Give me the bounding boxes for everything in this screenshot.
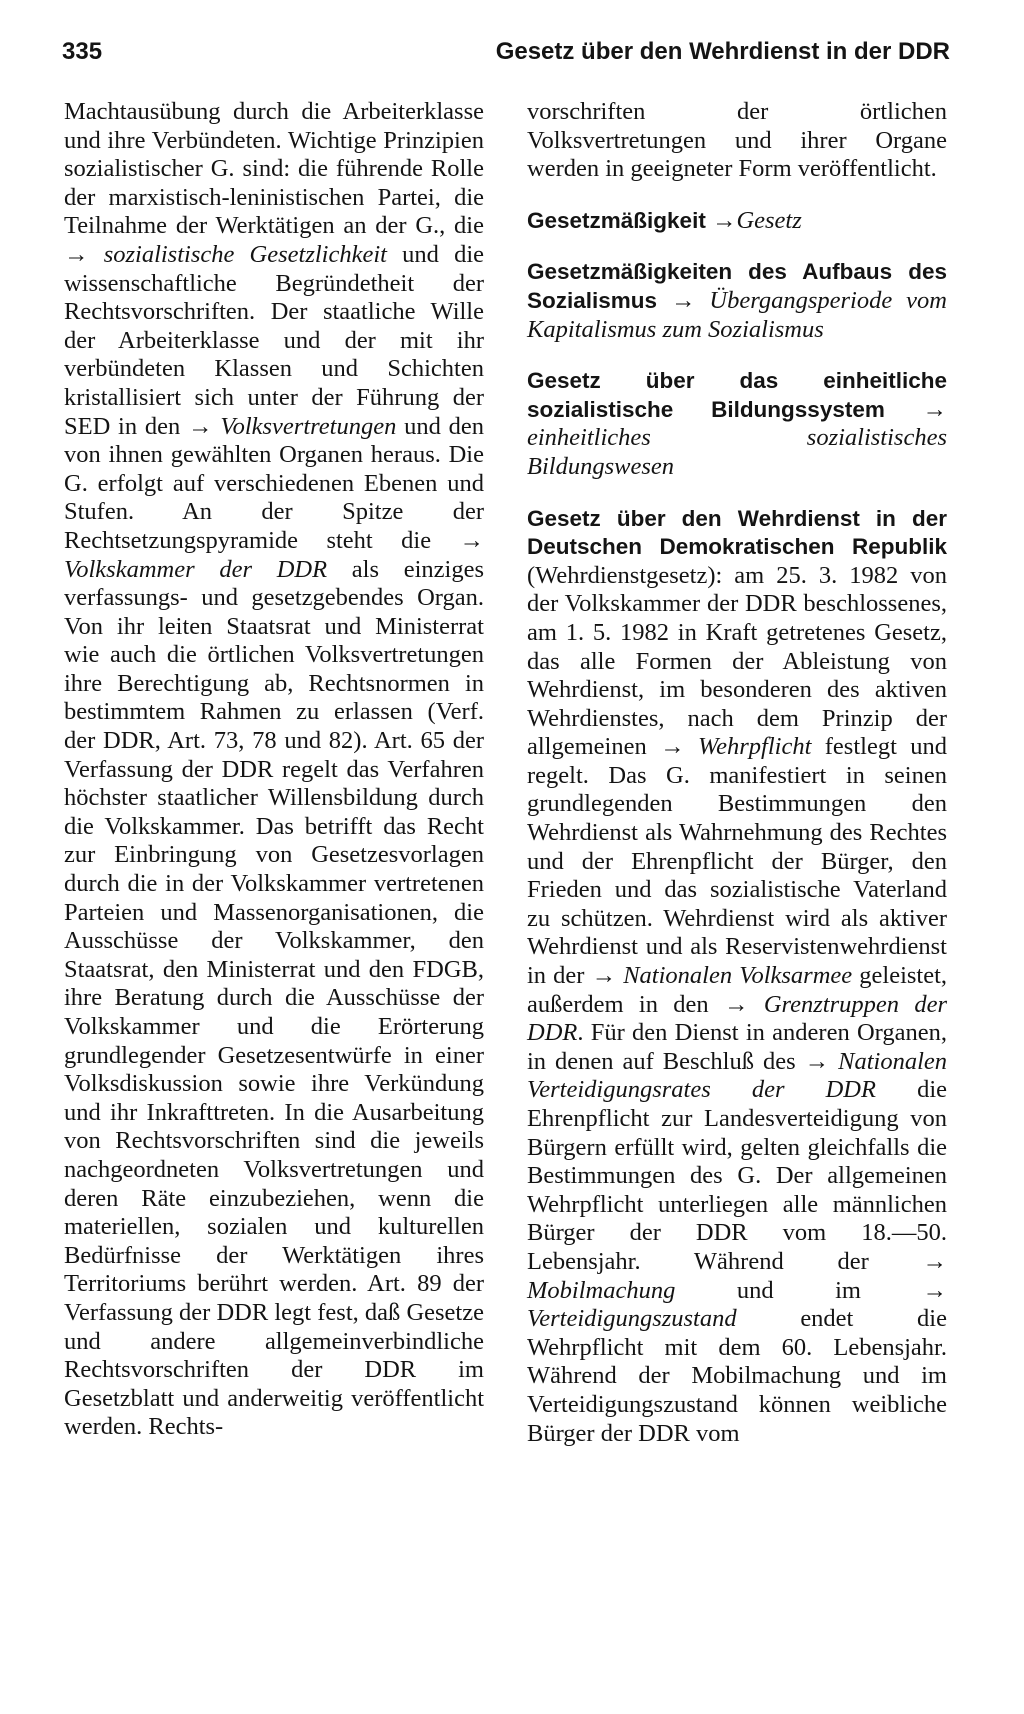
cross-reference-arrow: → xyxy=(660,733,685,761)
running-head: Gesetz über den Wehrdienst in der DDR xyxy=(495,38,950,65)
cross-reference-arrow: → xyxy=(711,206,737,234)
text-segment: geleistet, außerdem in den xyxy=(527,962,948,1018)
cross-reference: Nationalen Volksarmee xyxy=(623,962,853,990)
page-header xyxy=(62,38,950,78)
left-column-text xyxy=(64,98,484,1442)
cross-reference: Grenztruppen der DDR xyxy=(527,990,948,1047)
cross-reference-arrow: → xyxy=(922,1247,947,1275)
cross-reference-arrow: → xyxy=(922,1276,947,1304)
entry-keyword: Gesetzmäßigkeit xyxy=(527,207,706,233)
cross-reference: einheitliches sozialistisches Bildungswesen xyxy=(527,424,947,480)
cross-reference-arrow: → xyxy=(724,990,749,1018)
text-segment: die Ehrenpflicht zur Landesverteidigung von Bürgern erfüllt wird, gelten gleichfalls die Bestimmungen des G. Der allgemeinen Wehrpflicht unterliegen alle männlichen Bürger der DDR vom 18.—50. Lebensjahr. Während der xyxy=(527,1076,948,1275)
cross-reference: Verteidigungszustand xyxy=(527,1305,737,1333)
text-segment: . Für den Dienst in anderen Organen, in denen auf Beschluß des xyxy=(527,1019,947,1075)
entry-gesetzmaessigkeit xyxy=(527,207,947,236)
entry-keyword: Gesetz über das einheitliche sozialistische Bildungssystem xyxy=(527,368,947,422)
cross-reference: Wehrpflicht xyxy=(697,733,812,761)
text-segment: festlegt und regelt. Das G. manifestiert in seinen grundlegenden Bestimmungen den Wehrdienst als Wahrnehmung des Rechtes und der Ehrenpflicht der Bürger, den Frieden und das sozialistische Vaterland zu schützen. Wehrdienst wird als aktiver Wehrdienst und als Reservistenwehrdienst in der xyxy=(527,733,947,990)
text-segment: und die wissenschaftliche Begründetheit der Rechtsvorschriften. Der staatliche Wille der Arbeiterklasse und der mit ihr verbündeten Klassen und Schichten kristallisiert sich unter der Führung der SED in den xyxy=(64,240,485,440)
cross-reference: sozialistische Gesetzlichkeit xyxy=(103,240,387,268)
cross-reference-arrow: → xyxy=(670,286,696,314)
cross-reference: Nationalen Verteidigungsrates der DDR xyxy=(527,1047,948,1104)
text-segment: Machtausübung durch die Arbeiterklasse und ihre Verbündeten. Wichtige Prinzipien sozialistischer G. sind: die führende Rolle der marxistisch-leninistischen Partei, die Teilnahme der Werktätigen an der G., die xyxy=(64,98,484,240)
right-column xyxy=(527,98,947,1448)
entry-keyword: Gesetz über den Wehrdienst in der Deutschen Demokratischen Republik xyxy=(527,505,947,560)
cross-reference: Mobilmachung xyxy=(527,1276,676,1304)
cross-reference-arrow: → xyxy=(64,240,89,268)
entry-gesetzmaessigkeiten-sozialismus xyxy=(527,258,947,344)
cross-reference-arrow: → xyxy=(922,395,947,423)
cross-reference-arrow: → xyxy=(804,1047,830,1075)
text-segment: als einziges verfassungs- und gesetzgebendes Organ. Von ihr leiten Staatsrat und Ministerrat wie auch die örtlichen Volksvertretungen ihre Berechtigung ab, Rechtsnormen in bestimmtem Rahmen zu erlassen (Verf. der DDR, Art. 73, 78 und 82). Art. 65 der Verfassung der DDR regelt das Verfahren höchster staatlicher Willensbildung durch die Volkskammer. Das betrifft das Recht zur Einbringung von Gesetzesvorlagen durch die in der Volkskammer vertretenen Parteien und Massenorganisationen, die Ausschüsse der Volkskammer, den Staatsrat, den Ministerrat und den FDGB, ihre Beratung durch die Ausschüsse der Volkskammer und die Erörterung grundlegender Gesetzesentwürfe in einer Volksdiskussion sowie ihre Verkündung und ihr Inkrafttreten. In die Ausarbeitung von Rechtsvorschriften sind die jeweils nachgeordneten Volksvertretungen und deren Räte einzubeziehen, wenn die materiellen, sozialen und kulturellen Bedürfnisse der Werktätigen ihres Territoriums berührt werden. Art. 89 der Verfassung der DDR legt fest, daß Gesetze und andere allgemeinverbindliche Rechtsvorschriften der DDR im Gesetzblatt und anderweitig veröffentlicht werden. Rechts- xyxy=(64,555,484,1441)
text-segment: endet die Wehrpflicht mit dem 60. Lebensjahr. Während der Mobilmachung und im Verteidigungszustand können weibliche Bürger der DDR vom xyxy=(527,1305,947,1447)
cross-reference-arrow: → xyxy=(591,962,617,990)
entry-keyword: Gesetzmäßigkeiten des Aufbaus des Sozialismus xyxy=(527,259,947,313)
cross-reference-arrow: → xyxy=(459,526,484,554)
text-segment: und den von ihnen gewählten Organen heraus. Die G. erfolgt auf verschiedenen Ebenen und Stufen. An der Spitze der Rechtsetzungspyramide steht die xyxy=(64,412,485,554)
entry-wehrdienstgesetz xyxy=(527,505,947,1449)
cross-reference: Volkskammer der DDR xyxy=(64,555,328,583)
cross-reference: Gesetz xyxy=(736,206,802,234)
entry-bildungssystem xyxy=(527,367,947,481)
text-segment: (Wehrdienstgesetz): am 25. 3. 1982 von der Volkskammer der DDR beschlossenes, am 1. 5. 1982 in Kraft getretenes Gesetz, das alle Formen der Ableistung von Wehrdienst, im besonderen des aktiven Wehrdienstes, nach dem Prinzip der allgemeinen xyxy=(527,561,947,761)
cross-reference: Übergangsperiode vom Kapitalismus zum Sozialismus xyxy=(527,286,947,343)
cross-reference-arrow: → xyxy=(188,412,213,440)
continuation-text: vorschriften der örtlichen Volksvertretungen und ihrer Organe werden in geeigneter Form veröffentlicht. xyxy=(527,98,947,183)
page-number: 335 xyxy=(62,38,103,65)
left-column xyxy=(64,98,484,1442)
cross-reference: Volksvertretungen xyxy=(220,412,397,440)
text-segment: und im xyxy=(675,1276,923,1304)
